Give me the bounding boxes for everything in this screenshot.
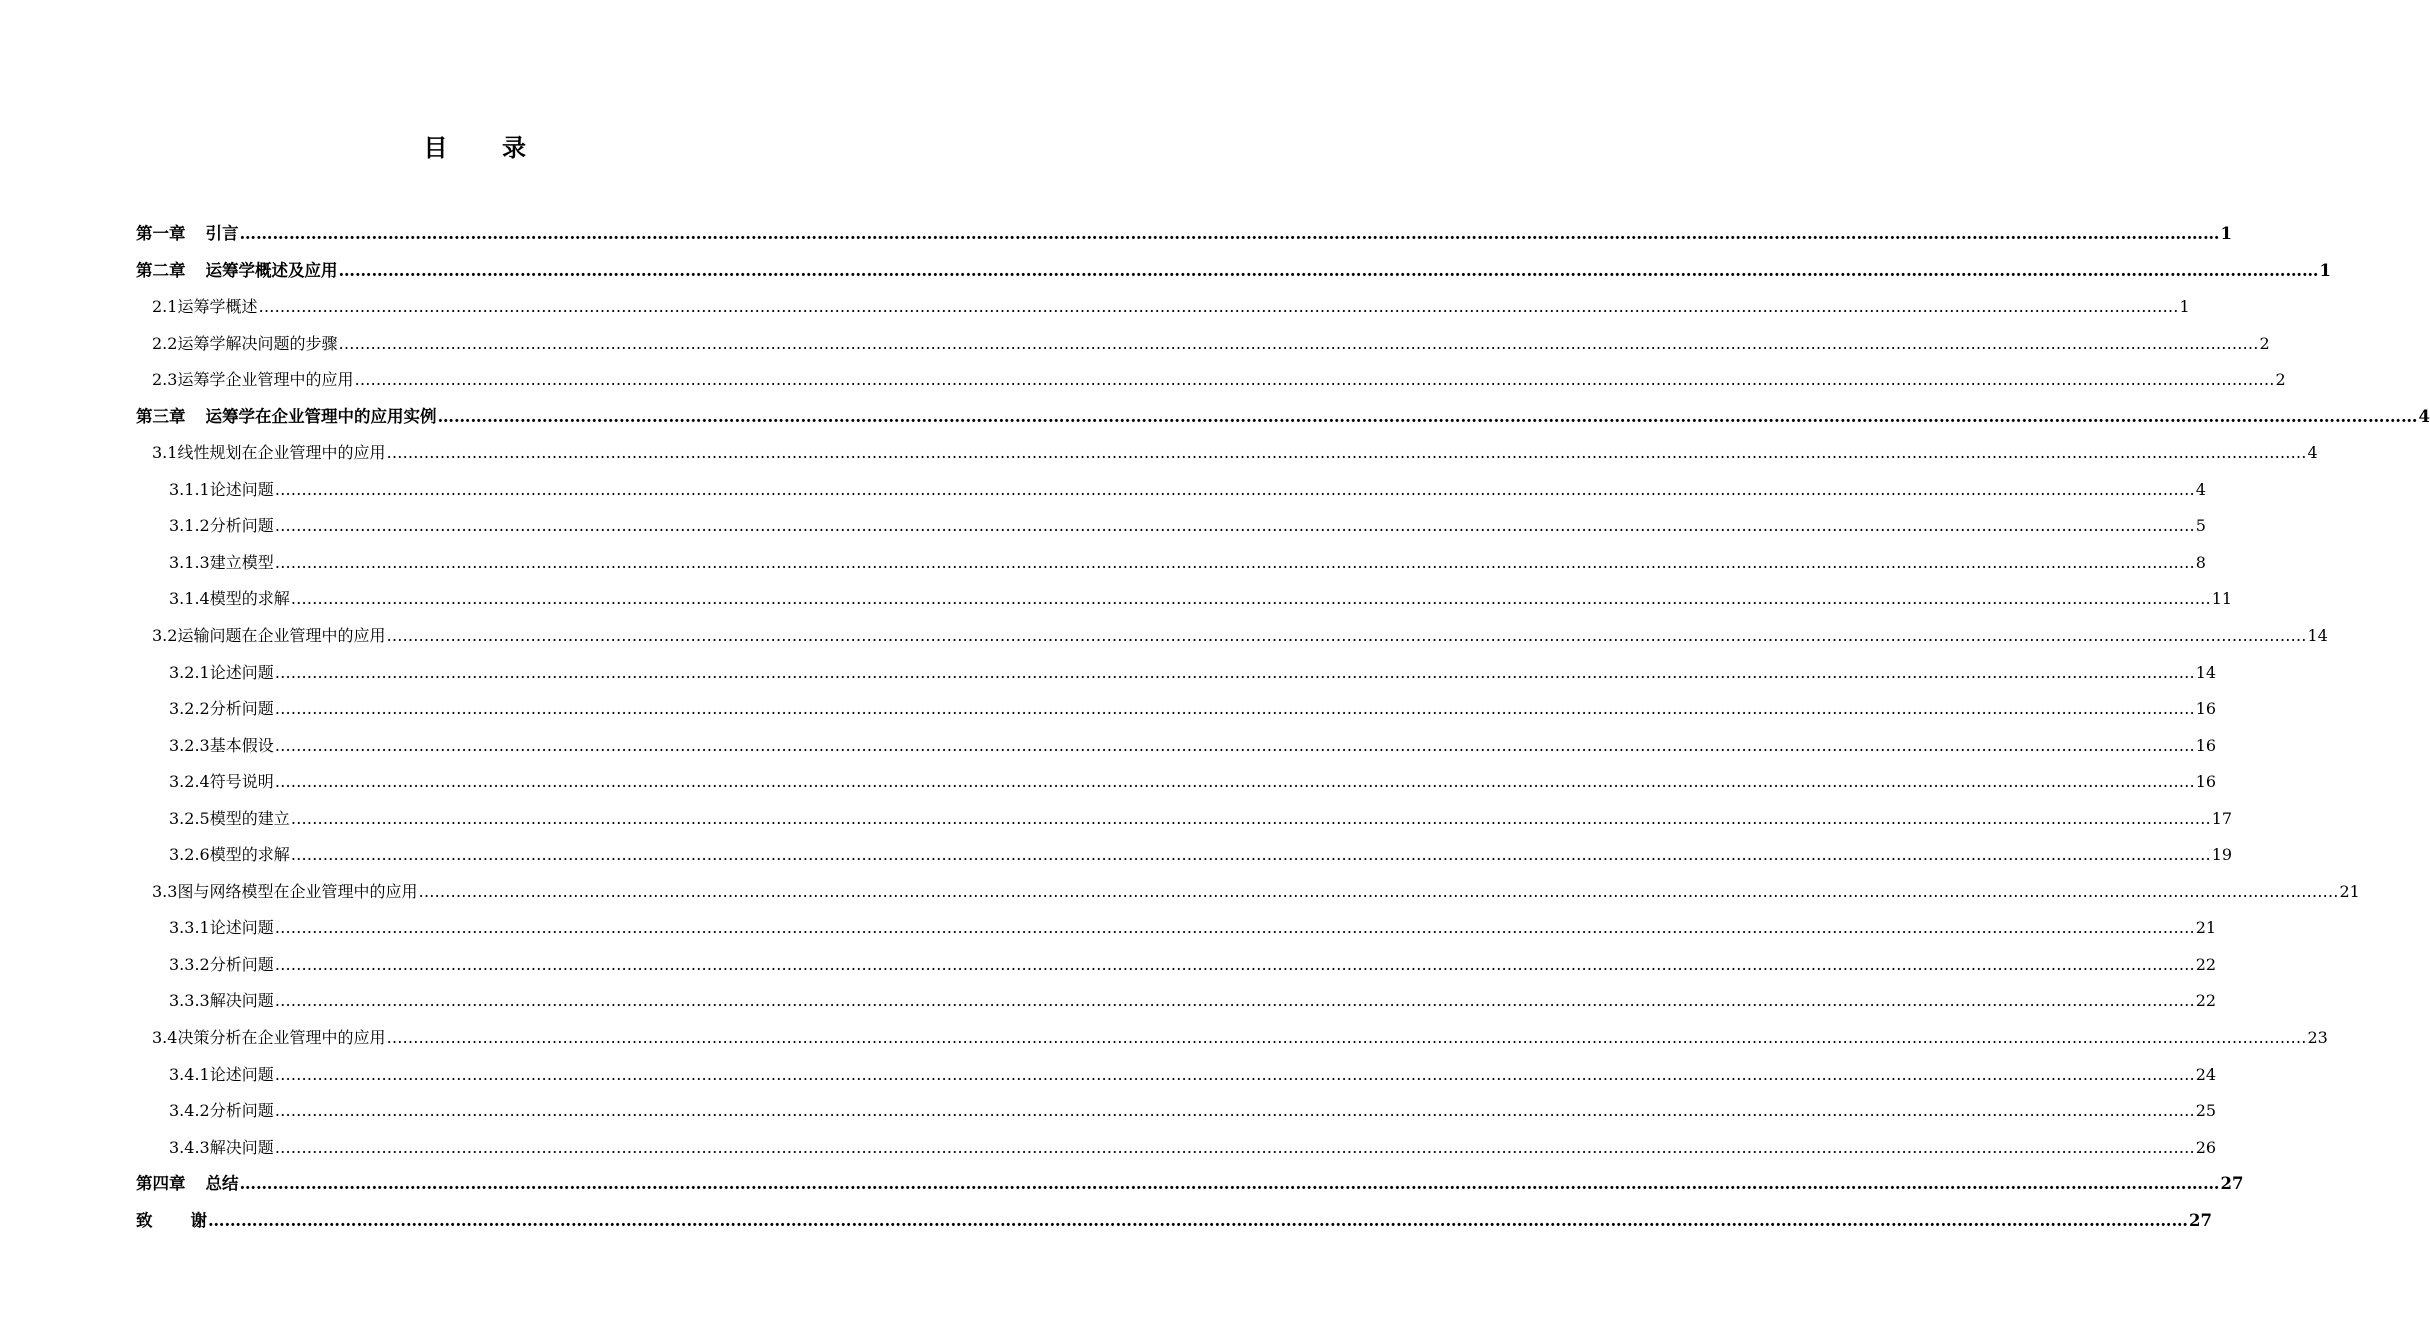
- toc-dot-leader: ………………………………………………………………………………………………………………………………………………………………………………………………………………………………………………………………………………………………………………………………: [274, 991, 2195, 1011]
- page-title-part2: 录: [502, 133, 527, 162]
- toc-dot-leader: ………………………………………………………………………………………………………………………………………………………………………………………………………………………………………………………………………………………………………………………………: [274, 552, 2195, 572]
- toc-entry-heading: 论述问题: [209, 918, 274, 938]
- toc-entry[interactable]: [136, 618, 2328, 655]
- toc-entry-title: [152, 1020, 385, 1057]
- toc-entry[interactable]: [136, 874, 2360, 911]
- toc-entry-number: 3.1.3: [169, 552, 210, 572]
- toc-entry-heading: 运输问题在企业管理中的应用: [177, 626, 386, 646]
- toc-dot-leader: ………………………………………………………………………………………………………………………………………………………………………………………………………………………………………………………………………………………………………………………………: [274, 772, 2195, 792]
- toc-entry-heading: 模型的建立: [209, 808, 290, 828]
- toc-page-number: 4: [2195, 479, 2206, 499]
- toc-page-number: 5: [2195, 516, 2206, 536]
- toc-entry-title: [169, 581, 290, 618]
- toc-dot-leader: ………………………………………………………………………………………………………………………………………………………………………………………………………………………………………………………………………………………………………………………………: [386, 626, 2307, 646]
- toc-entry-heading: 论述问题: [209, 479, 274, 499]
- toc-entry-heading: 运筹学概述及应用: [205, 260, 338, 280]
- toc-page-number: 4: [2418, 406, 2430, 426]
- toc-entry[interactable]: [136, 472, 2206, 509]
- toc-entry-number: 3.4.3: [169, 1137, 210, 1157]
- toc-page-number: 2: [2275, 370, 2286, 390]
- toc-entry-number: 3.2.4: [169, 772, 210, 792]
- toc-entry-title: [152, 289, 257, 326]
- toc-dot-leader: ………………………………………………………………………………………………………………………………………………………………………………………………………………………………………………………………………………………………………………………………: [274, 699, 2195, 719]
- toc-dot-leader: ………………………………………………………………………………………………………………………………………………………………………………………………………………………………………………………………………………………………………………………………: [386, 1028, 2307, 1048]
- toc-entry[interactable]: [136, 691, 2217, 728]
- toc-entry-heading: 基本假设: [209, 735, 274, 755]
- toc-entry-heading: 引言: [205, 224, 239, 243]
- toc-entry-number: 3.2.5: [169, 808, 210, 828]
- toc-entry-title: [136, 1203, 207, 1240]
- toc-page-number: 22: [2195, 954, 2217, 974]
- toc-entry-heading: 模型的求解: [209, 845, 290, 865]
- toc-entry-number: 3.1.2: [169, 516, 210, 536]
- toc-page-number: 21: [2195, 918, 2217, 938]
- toc-entry-title: [152, 326, 337, 363]
- toc-entry-title: [169, 983, 274, 1020]
- toc-entry-heading: 运筹学在企业管理中的应用实例: [205, 406, 437, 426]
- toc-entry-number: 3.1: [152, 443, 178, 463]
- toc-entry-title: [169, 655, 274, 692]
- toc-dot-leader: ………………………………………………………………………………………………………………………………………………………………………………………………………………………………………………………………………………………………………………………………: [386, 443, 2307, 463]
- toc-entry[interactable]: [136, 910, 2217, 947]
- toc-entry-number: 3.4.1: [169, 1064, 210, 1084]
- toc-dot-leader: ………………………………………………………………………………………………………………………………………………………………………………………………………………………………………………………………………………………………………………………………: [354, 370, 2275, 390]
- toc-page-number: 25: [2195, 1101, 2217, 1121]
- toc-entry-heading: 运筹学解决问题的步骤: [177, 333, 338, 353]
- toc-entry-title: [136, 216, 239, 253]
- toc-page-number: 17: [2211, 808, 2233, 828]
- toc-entry[interactable]: [136, 289, 2190, 326]
- toc-page-number: 8: [2195, 552, 2206, 572]
- toc-entry-title: [169, 1093, 274, 1130]
- toc-dot-leader: ………………………………………………………………………………………………………………………………………………………………………………………………………………………………………………………………………………………………………………………………: [290, 589, 2211, 609]
- toc-page-number: 26: [2195, 1137, 2217, 1157]
- toc-entry[interactable]: [136, 801, 2233, 838]
- toc-entry-number: 3.3.2: [169, 954, 210, 974]
- toc-entry-title: [136, 1166, 239, 1203]
- toc-entry[interactable]: [136, 1093, 2217, 1130]
- toc-entry-heading: 运筹学企业管理中的应用: [177, 370, 354, 390]
- toc-entry[interactable]: [136, 581, 2233, 618]
- toc-dot-leader: ………………………………………………………………………………………………………………………………………………………………………………………………………………………………………………………………………………………………………………………………: [274, 1101, 2195, 1121]
- toc-entry[interactable]: [136, 728, 2217, 765]
- toc-dot-leader: ………………………………………………………………………………………………………………………………………………………………………………………………………………………………………………………………………………………………………………………………: [274, 479, 2195, 499]
- toc-entry-title: [152, 618, 385, 655]
- toc-entry-heading: 线性规划在企业管理中的应用: [177, 443, 386, 463]
- toc-dot-leader: ………………………………………………………………………………………………………………………………………………………………………………………………………………………………………………………………………………………………………………………………: [290, 808, 2211, 828]
- toc-page-number: 23: [2307, 1028, 2328, 1048]
- toc-entry[interactable]: [136, 947, 2217, 984]
- toc-entry[interactable]: [136, 1166, 2244, 1203]
- toc-entry[interactable]: [136, 435, 2318, 472]
- toc-entry-number: 3.4.2: [169, 1101, 210, 1121]
- toc-page-number: 24: [2195, 1064, 2217, 1084]
- toc-dot-leader: ………………………………………………………………………………………………………………………………………………………………………………………………………………………………………………………………………………………………………………………………: [290, 845, 2211, 865]
- toc-page-number: 27: [2220, 1174, 2244, 1194]
- toc-entry-heading: 分析问题: [209, 954, 274, 974]
- toc-entry-heading: 建立模型: [209, 552, 274, 572]
- toc-entry-number: 3.2.6: [169, 845, 210, 865]
- toc-entry-title: [169, 837, 290, 874]
- toc-entry-number: 3.1.1: [169, 479, 210, 499]
- toc-entry-number: 3.2.3: [169, 735, 210, 755]
- toc-page-number: 16: [2195, 699, 2217, 719]
- toc-entry-number: 2.2: [152, 333, 178, 353]
- toc-entry-number: 致: [136, 1210, 153, 1230]
- toc-entry-heading: 分析问题: [209, 1101, 274, 1121]
- toc-dot-leader: ………………………………………………………………………………………………………………………………………………………………………………………………………………………………………………………………………………………………………………………………: [274, 1137, 2195, 1157]
- toc-page-number: 16: [2195, 772, 2217, 792]
- toc-page-number: 16: [2195, 735, 2217, 755]
- toc-entry-heading: 决策分析在企业管理中的应用: [177, 1028, 386, 1048]
- toc-dot-leader: ………………………………………………………………………………………………………………………………………………………………………………………………………………………………………………………………………………………………………………………………: [338, 260, 2319, 280]
- toc-entry-heading: 图与网络模型在企业管理中的应用: [177, 881, 418, 901]
- toc-entry-heading: 解决问题: [209, 1137, 274, 1157]
- toc-page-number: 21: [2339, 881, 2360, 901]
- toc-dot-leader: ………………………………………………………………………………………………………………………………………………………………………………………………………………………………………………………………………………………………………………………………: [274, 516, 2195, 536]
- toc-dot-leader: ………………………………………………………………………………………………………………………………………………………………………………………………………………………………………………………………………………………………………………………………: [274, 735, 2195, 755]
- toc-dot-leader: ………………………………………………………………………………………………………………………………………………………………………………………………………………………………………………………………………………………………………………………………: [274, 1064, 2195, 1084]
- toc-dot-leader: ………………………………………………………………………………………………………………………………………………………………………………………………………………………………………………………………………………………………………………………………: [274, 918, 2195, 938]
- toc-entry-title: [169, 472, 274, 509]
- toc-entry-title: [136, 399, 437, 436]
- toc-dot-leader: ………………………………………………………………………………………………………………………………………………………………………………………………………………………………………………………………………………………………………………………………: [338, 333, 2259, 353]
- toc-entry-title: [169, 764, 274, 801]
- toc-entry-title: [169, 1057, 274, 1094]
- toc-entry[interactable]: [136, 764, 2217, 801]
- toc-entry-heading: 运筹学概述: [177, 297, 258, 317]
- toc-entry-number: 3.3.3: [169, 991, 210, 1011]
- toc-entry-title: [169, 728, 274, 765]
- toc-entry-heading: 符号说明: [209, 772, 274, 792]
- toc-entry-number: 3.4: [152, 1028, 178, 1048]
- toc-entry-heading: 解决问题: [209, 991, 274, 1011]
- toc-entry-title: [152, 435, 385, 472]
- page-title-part1: 目: [423, 133, 448, 162]
- toc-entry-heading: 分析问题: [209, 699, 274, 719]
- toc-entry[interactable]: [136, 1057, 2217, 1094]
- toc-entry[interactable]: [136, 1130, 2217, 1167]
- toc-entry-title: [152, 874, 417, 911]
- toc-dot-leader: ………………………………………………………………………………………………………………………………………………………………………………………………………………………………………………………………………………………………………………………………: [239, 1174, 2220, 1194]
- toc-dot-leader: ………………………………………………………………………………………………………………………………………………………………………………………………………………………………………………………………………………………………………………………………: [418, 881, 2339, 901]
- toc-entry-number: 3.2.1: [169, 662, 210, 682]
- toc-page-number: 1: [2220, 224, 2232, 243]
- toc-entry-title: [169, 1130, 274, 1167]
- toc-entry-title: [169, 910, 274, 947]
- toc-entry[interactable]: [136, 508, 2206, 545]
- toc-dot-leader: ………………………………………………………………………………………………………………………………………………………………………………………………………………………………………………………………………………………………………………………………: [274, 954, 2195, 974]
- toc-entry[interactable]: [136, 655, 2217, 692]
- toc-page-number: 14: [2307, 626, 2328, 646]
- toc-entry-number: 第一章: [136, 224, 186, 243]
- toc-page-number: 14: [2195, 662, 2217, 682]
- toc-entry[interactable]: [136, 399, 2430, 436]
- toc-entry[interactable]: [136, 326, 2270, 363]
- toc-entry-number: 第四章: [136, 1174, 186, 1194]
- toc-entry[interactable]: [136, 983, 2217, 1020]
- toc-entry-title: [169, 801, 290, 838]
- page-title: [0, 128, 950, 163]
- toc-entry-title: [169, 545, 274, 582]
- toc-page-number: 2: [2259, 333, 2270, 353]
- toc-entry-heading: 总结: [205, 1174, 239, 1194]
- toc-entry-number: 第二章: [136, 260, 186, 280]
- toc-dot-leader: ………………………………………………………………………………………………………………………………………………………………………………………………………………………………………………………………………………………………………………………………: [437, 406, 2418, 426]
- toc-entry-heading: 论述问题: [209, 662, 274, 682]
- toc-entry-number: 2.3: [152, 370, 178, 390]
- toc-page-number: 1: [2179, 297, 2190, 317]
- toc-entry-number: 3.2.2: [169, 699, 210, 719]
- toc-entry-title: [136, 253, 338, 290]
- toc-page-number: 1: [2319, 260, 2331, 280]
- toc-entry-title: [152, 362, 353, 399]
- toc-entry[interactable]: [136, 1203, 2212, 1240]
- toc-entry[interactable]: [136, 837, 2233, 874]
- toc-dot-leader: ………………………………………………………………………………………………………………………………………………………………………………………………………………………………………………………………………………………………………………………………: [208, 1210, 2188, 1230]
- toc-entry-heading: 论述问题: [209, 1064, 274, 1084]
- toc-entry[interactable]: [136, 216, 2232, 253]
- toc-entry-title: [169, 691, 274, 728]
- toc-dot-leader: ………………………………………………………………………………………………………………………………………………………………………………………………………………………………………………………………………………………………………………………………: [239, 224, 2220, 243]
- toc-entry-heading: 模型的求解: [209, 589, 290, 609]
- toc-entry-title: [169, 947, 274, 984]
- toc-entry-number: 3.2: [152, 626, 178, 646]
- toc-entry-number: 3.1.4: [169, 589, 210, 609]
- toc-page-number: 4: [2307, 443, 2318, 463]
- toc-entry[interactable]: [136, 1020, 2328, 1057]
- toc-entry-number: 第三章: [136, 406, 186, 426]
- toc-page-number: 22: [2195, 991, 2217, 1011]
- toc-entry-title: [169, 508, 274, 545]
- toc-entry-number: 3.3: [152, 881, 178, 901]
- toc-entry[interactable]: [136, 545, 2206, 582]
- toc-entry[interactable]: [136, 362, 2286, 399]
- toc-dot-leader: ………………………………………………………………………………………………………………………………………………………………………………………………………………………………………………………………………………………………………………………………: [274, 662, 2195, 682]
- table-of-contents: [136, 216, 2430, 1239]
- toc-entry[interactable]: [136, 253, 2331, 290]
- toc-page-number: 11: [2211, 589, 2233, 609]
- toc-entry-heading: 谢: [190, 1210, 207, 1230]
- toc-page-number: 19: [2211, 845, 2233, 865]
- toc-entry-number: 2.1: [152, 297, 178, 317]
- toc-entry-heading: 分析问题: [209, 516, 274, 536]
- toc-entry-number: 3.3.1: [169, 918, 210, 938]
- toc-page-number: 27: [2189, 1210, 2212, 1230]
- toc-dot-leader: ………………………………………………………………………………………………………………………………………………………………………………………………………………………………………………………………………………………………………………………………: [258, 297, 2179, 317]
